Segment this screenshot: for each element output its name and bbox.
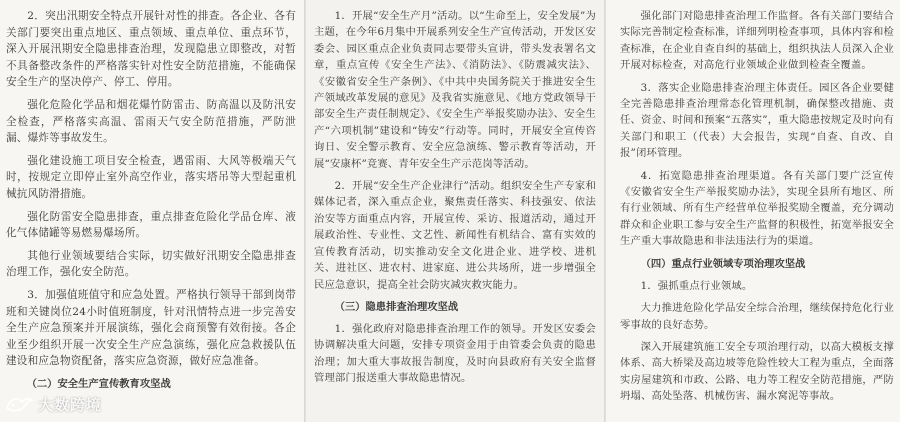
column-middle xyxy=(306,0,606,422)
paragraph: 4．拓宽隐患排查治理渠道。各有关部门要广泛宣传《安徽省安全生产举报奖励办法》，实现全县所有地区、所有行业领域、所有生产经营单位举报奖励全覆盖，充分调动群众和企业职工参与安全生产监督的积极性，拓宽举报安全生产重大事故隐患和非法违法行为的渠道。 xyxy=(620,169,894,248)
paragraph: 大力推进危险化学品安全综合治理，继续保持危化行业零事故的良好态势。 xyxy=(620,302,894,331)
paragraph: 强化防雷安全隐患排查，重点排查危险化学品仓库、液化气体储罐等易燃易爆场所。 xyxy=(6,210,296,240)
section-heading: （三）隐患排查治理攻坚战 xyxy=(334,300,459,313)
paragraph: 3．加强值班值守和应急处置。严格执行领导干部到岗带班和关键岗位24小时值班制度，针对汛情特点进一步完善安全生产应急预案并开展演练，强化会商预警有效衔接。各企业至少组织开展一次安全生产应急演练，强化应急救援队伍建设和应急物资配备，落实应急资源，做好应急准备。 xyxy=(6,288,296,368)
paragraph: 2．开展“安全生产企业津行”活动。组织安全生产专家和媒体记者，深入重点企业，聚焦责任落实、科技强安、依法治安等方面重点内容，开展宣传、采访、报道活动，通过开展政治性、专业性、文艺性、新闻性有机结合、富有实效的宣传教育活动，切实推动安全文化进企业、进学校、进机关、进社区、进农村、进家庭、进公共场所，进一步增强全民应急意识，提高全社会防灾减灾救灾能力。 xyxy=(314,180,596,291)
paragraph: 强化建设施工项目安全检查，遇雷雨、大风等极端天气时，按规定立即停止室外高空作业，落实塔吊等大型起重机械抗风防滑措施。 xyxy=(6,154,296,200)
column-right xyxy=(606,0,900,422)
column-left xyxy=(0,0,306,422)
paragraph: 强化危险化学品和烟花爆竹防雷击、防高温以及防汛安全检查，严格落实高温、雷雨天气安全防范措施，严防泄漏、爆炸等事故发生。 xyxy=(6,98,296,145)
section-heading: （四）重点行业领域专项治理攻坚战 xyxy=(640,257,806,270)
bird-logo-icon xyxy=(4,394,34,414)
watermark xyxy=(4,392,102,416)
watermark-text: 大数跨境 xyxy=(38,395,103,414)
paragraph: 深入开展建筑施工安全专项治理行动，以高大模板支撑体系、高大桥梁及高边坡等危险性较大工程为重点，全面落实房屋建筑和市政、公路、电力等工程安全防范措施，严防坍塌、高处坠落、机械伤害、漏水窝泥等事故。 xyxy=(620,340,894,403)
paragraph: 2．突出汛期安全特点开展针对性的排查。各企业、各有关部门要突出重点地区、重点领域、重点单位、重点环节，深入开展汛期安全隐患排查治理，发现隐患立即整改，对暂不具备整改条件的严格落实针对性安全防范措施，不能确保安全生产的坚决停产、停工、停用。 xyxy=(6,10,296,89)
paragraph: 强化部门对隐患排查治理工作监督。各有关部门要结合实际完善制定检查标准，详细列明检查事项，具体内容和检查标准，在企业自查自纠的基础上，组织执法人员深入企业开展对标检查，对高危行业领域企业做到检查全覆盖。 xyxy=(620,10,894,72)
paragraph: 其他行业领域要结合实际，切实做好汛期安全隐患排查治理工作，强化安全防范。 xyxy=(6,249,296,279)
paragraph: 1．强化政府对隐患排查治理工作的领导。开发区安委会协调解决重大问题，安排专项资金用于由管委会负责的隐患治理；加大重大事故报告制度，及时向县政府有关安全监督管理部门报送重大事故隐患情况。 xyxy=(314,322,596,385)
paragraph: 1．强抓重点行业领域。 xyxy=(640,279,753,292)
paragraph: 1．开展“安全生产月”活动。以“生命至上，安全发展”为主题，在今年6月集中开展系列安全生产宣传活动，开发区安委会、园区重点企业负责同志要带头宣讲，带头发表署名文章，重点宣传《安全生产法》、《消防法》、《防震减灾法》、《安徽省安全生产条例》、《中共中央国务院关于推进安全生产领域改革发展的意见》及我省实施意见、《地方党政领导干部安全生产责任制规定》、《安全生产举报奖励办法》、安全生产“六项机制”建设和“铸安”行动等。同时，开展安全宣传咨询日、安全警示教育、安全应急演练、警示教育等活动，开展“安康杯”竞赛、青年安全生产示范岗等活动。 xyxy=(314,10,596,170)
section-heading: （二）安全生产宣传教育攻坚战 xyxy=(26,377,171,390)
paragraph: 3．落实企业隐患排查治理主体责任。园区各企业要健全完善隐患排查治理常态化管理机制，确保整改措施、责任、资金、时间和预案“五落实”，重大隐患按规定及时向有关部门和职工（代表）大会报告，实现“自查、自改、自报”闭环管理。 xyxy=(620,81,894,160)
